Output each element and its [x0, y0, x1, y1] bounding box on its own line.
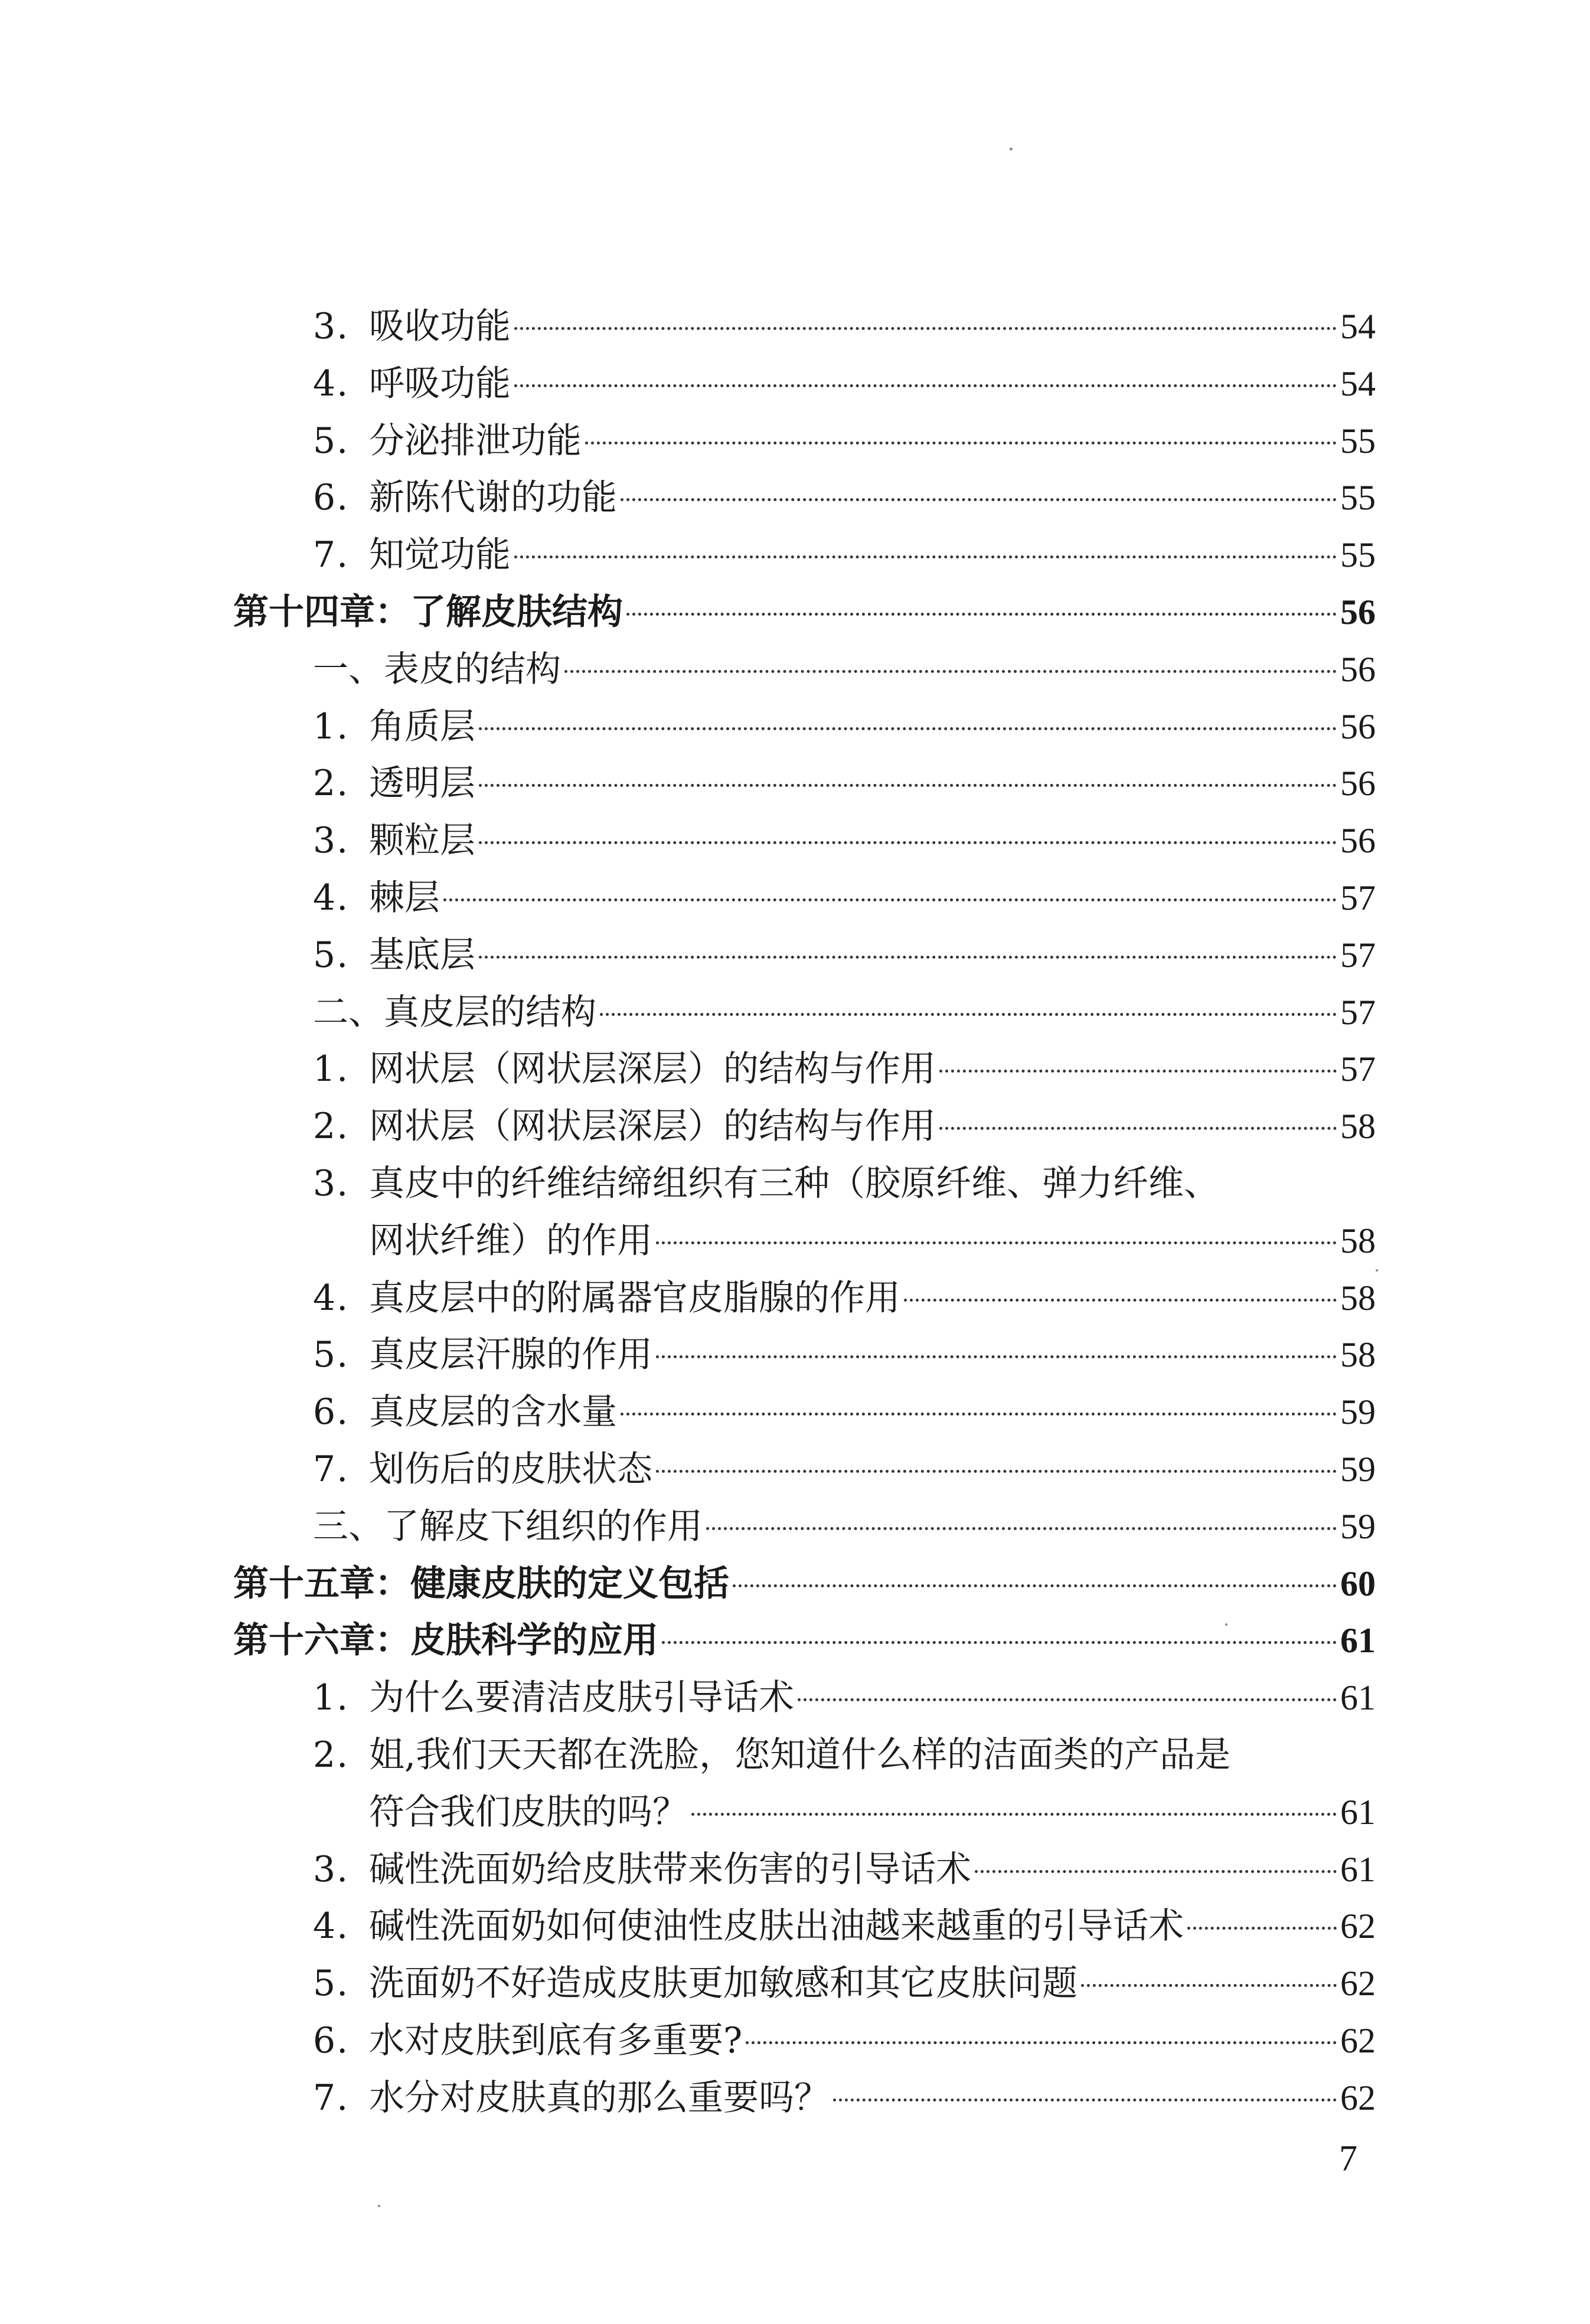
dot-leader: [479, 956, 1337, 959]
toc-entry-page: 55: [1340, 478, 1376, 518]
dot-leader: [443, 898, 1337, 901]
toc-entry[interactable]: [224, 1555, 1376, 1613]
dot-leader: [733, 1584, 1337, 1587]
toc-entry-title: 透明层: [369, 763, 475, 805]
toc-entry[interactable]: [224, 927, 1376, 984]
toc-entry[interactable]: [224, 755, 1376, 812]
toc-entry-title: 洗面奶不好造成皮肤更加敏感和其它皮肤问题: [369, 1963, 1078, 2005]
toc-entry[interactable]: [224, 1384, 1376, 1441]
toc-entry-title: 知觉功能: [369, 534, 511, 576]
toc-entry-page: 57: [1340, 992, 1376, 1032]
toc-entry-page: 61: [1340, 1621, 1376, 1661]
scan-speck: [1376, 1269, 1378, 1272]
dot-leader: [691, 1813, 1337, 1816]
toc-entry-title: 划伤后的皮肤状态: [369, 1448, 652, 1490]
toc-entry-title: 基底层: [369, 934, 475, 976]
toc-entry[interactable]: [224, 1326, 1376, 1384]
toc-entry-title: 水分对皮肤真的那么重要吗？: [369, 2077, 830, 2119]
toc-entry-number: 4.: [313, 877, 350, 919]
toc-entry-number: 1.: [313, 705, 350, 747]
toc-entry[interactable]: [224, 1041, 1376, 1098]
toc-entry[interactable]: [224, 1498, 1376, 1555]
toc-entry-number: 2.: [313, 1734, 350, 1776]
toc-entry-title: 颗粒层: [369, 820, 475, 862]
toc-entry-page: 55: [1340, 421, 1376, 460]
dot-leader: [514, 384, 1337, 387]
toc-entry-page: 57: [1340, 935, 1376, 975]
toc-entry-title: 一、表皮的结构: [313, 648, 561, 690]
dot-leader: [662, 1641, 1337, 1644]
toc-entry[interactable]: [224, 1612, 1376, 1669]
toc-entry-page: 62: [1340, 1907, 1376, 1946]
toc-entry[interactable]: [224, 469, 1376, 527]
toc-entry[interactable]: [224, 1955, 1376, 2012]
dot-leader: [514, 327, 1337, 330]
toc-entry-title: 二、真皮层的结构: [313, 991, 596, 1033]
page-number: 7: [1339, 2139, 1357, 2179]
toc-entry-page: 62: [1340, 2021, 1376, 2060]
toc-entry[interactable]: [224, 2070, 1376, 2127]
toc-entry-title: 吸收功能: [369, 306, 511, 347]
dot-leader: [939, 1127, 1337, 1130]
toc-entry[interactable]: [224, 298, 1376, 355]
toc-entry-title: 真皮中的纤维结缔组织有三种（胶原纤维、弹力纤维、: [369, 1162, 1219, 1204]
table-of-contents: [224, 298, 1376, 2127]
toc-entry-number: 3.: [313, 1162, 350, 1204]
dot-leader: [479, 841, 1337, 844]
toc-entry-title: 姐,我们天天都在洗脸，您知道什么样的洁面类的产品是: [369, 1734, 1231, 1776]
dot-leader: [479, 727, 1337, 730]
dot-leader: [514, 555, 1337, 558]
toc-entry-title: 分泌排泄功能: [369, 420, 582, 462]
toc-entry-number: 4.: [313, 1277, 350, 1319]
toc-entry-title: 第十五章：健康皮肤的定义包括: [233, 1563, 729, 1604]
dot-leader: [706, 1527, 1337, 1530]
toc-entry[interactable]: [224, 641, 1376, 698]
dot-leader: [621, 498, 1337, 501]
toc-entry-page: 56: [1340, 592, 1376, 632]
toc-entry-page: 62: [1340, 1964, 1376, 2003]
toc-entry-page: 57: [1340, 878, 1376, 917]
dot-leader: [975, 1870, 1337, 1873]
toc-entry-page: 59: [1340, 1506, 1376, 1546]
toc-entry-title: 真皮层的含水量: [369, 1391, 617, 1433]
dot-leader: [1187, 1927, 1337, 1930]
toc-entry[interactable]: [224, 1669, 1376, 1727]
toc-entry-page: 58: [1340, 1107, 1376, 1146]
toc-entry-page: 56: [1340, 821, 1376, 861]
toc-entry-number: 5.: [313, 420, 350, 462]
toc-entry-number: 2.: [313, 763, 350, 805]
toc-entry-number: 1.: [313, 1048, 350, 1090]
toc-entry-title: 第十四章：了解皮肤结构: [233, 591, 623, 633]
toc-entry-title: 水对皮肤到底有多重要?: [369, 2019, 743, 2061]
toc-entry[interactable]: [224, 1841, 1376, 1898]
toc-entry-page: 60: [1340, 1564, 1376, 1603]
toc-entry-title: 碱性洗面奶如何使油性皮肤出油越来越重的引导话术: [369, 1905, 1184, 1947]
toc-entry-page: 54: [1340, 364, 1376, 403]
toc-entry[interactable]: [224, 870, 1376, 927]
toc-entry-title: 棘层: [369, 877, 440, 919]
dot-leader: [626, 613, 1337, 616]
toc-entry[interactable]: [224, 1098, 1376, 1155]
toc-entry-page: 61: [1340, 1792, 1376, 1832]
toc-entry[interactable]: [224, 1212, 1376, 1270]
toc-entry-number: 3.: [313, 820, 350, 862]
toc-entry-title: 网状层（网状层深层）的结构与作用: [369, 1106, 936, 1148]
toc-entry-page: 61: [1340, 1678, 1376, 1718]
dot-leader: [746, 2041, 1337, 2044]
toc-entry-title: 角质层: [369, 705, 475, 747]
toc-entry[interactable]: [224, 698, 1376, 756]
toc-entry-number: 6.: [313, 2019, 350, 2061]
toc-entry-number: 6.: [313, 477, 350, 519]
toc-entry[interactable]: [224, 355, 1376, 413]
toc-entry-page: 61: [1340, 1849, 1376, 1889]
toc-entry[interactable]: [224, 1441, 1376, 1498]
scan-speck: [378, 2205, 380, 2207]
toc-entry[interactable]: [224, 584, 1376, 641]
toc-entry-page: 58: [1340, 1278, 1376, 1318]
dot-leader: [564, 670, 1337, 673]
toc-entry-title: 三、了解皮下组织的作用: [313, 1505, 703, 1547]
toc-entry-number: 7.: [313, 1448, 350, 1490]
toc-entry-page: 54: [1340, 307, 1376, 346]
scan-speck: [1225, 1623, 1227, 1626]
toc-entry-page: 59: [1340, 1393, 1376, 1432]
toc-entry-number: 3.: [313, 306, 350, 347]
toc-entry-number: 6.: [313, 1391, 350, 1433]
toc-entry[interactable]: [224, 1898, 1376, 1955]
toc-entry[interactable]: [224, 1727, 1376, 1784]
dot-leader: [1081, 1984, 1337, 1987]
toc-entry-title: 真皮层汗腺的作用: [369, 1334, 652, 1376]
toc-entry-title: 网状层（网状层深层）的结构与作用: [369, 1048, 936, 1090]
toc-entry-page: 57: [1340, 1050, 1376, 1089]
toc-entry[interactable]: [224, 1270, 1376, 1327]
toc-entry-number: 7.: [313, 534, 350, 576]
dot-leader: [798, 1698, 1337, 1701]
toc-entry-number: 1.: [313, 1677, 350, 1719]
toc-entry[interactable]: [224, 812, 1376, 870]
toc-entry-title: 网状纤维）的作用: [369, 1220, 652, 1261]
toc-entry-number: 4.: [313, 1905, 350, 1947]
toc-entry-page: 59: [1340, 1449, 1376, 1489]
toc-entry-number: 5.: [313, 1963, 350, 2005]
toc-entry-page: 56: [1340, 707, 1376, 746]
toc-entry[interactable]: [224, 2012, 1376, 2070]
toc-entry-page: 56: [1340, 649, 1376, 689]
toc-entry-title: 第十六章：皮肤科学的应用: [233, 1620, 658, 1662]
toc-entry-number: 2.: [313, 1106, 350, 1148]
dot-leader: [939, 1070, 1337, 1073]
toc-entry-page: 55: [1340, 535, 1376, 575]
toc-entry-page: 56: [1340, 764, 1376, 803]
dot-leader: [656, 1470, 1337, 1473]
toc-entry-number: 5.: [313, 934, 350, 976]
toc-entry[interactable]: [224, 984, 1376, 1041]
dot-leader: [904, 1299, 1337, 1302]
toc-entry-number: 4.: [313, 362, 350, 404]
toc-entry-page: 62: [1340, 2078, 1376, 2117]
dot-leader: [833, 2099, 1337, 2101]
toc-entry[interactable]: [224, 1155, 1376, 1212]
toc-entry[interactable]: [224, 527, 1376, 584]
toc-entry-number: 5.: [313, 1334, 350, 1376]
toc-entry-number: 3.: [313, 1848, 350, 1890]
toc-entry-page: 58: [1340, 1221, 1376, 1260]
toc-entry-title: 新陈代谢的功能: [369, 477, 617, 519]
toc-entry-page: 58: [1340, 1335, 1376, 1375]
toc-entry-title: 为什么要清洁皮肤引导话术: [369, 1677, 794, 1719]
dot-leader: [479, 784, 1337, 787]
toc-entry-title: 碱性洗面奶给皮肤带来伤害的引导话术: [369, 1848, 971, 1890]
toc-entry[interactable]: [224, 413, 1376, 470]
dot-leader: [656, 1355, 1337, 1358]
toc-entry-title: 真皮层中的附属器官皮脂腺的作用: [369, 1277, 900, 1319]
scan-speck: [1010, 148, 1013, 151]
dot-leader: [621, 1413, 1337, 1416]
dot-leader: [600, 1013, 1337, 1016]
dot-leader: [656, 1241, 1337, 1244]
toc-entry-title: 符合我们皮肤的吗？: [369, 1791, 688, 1833]
toc-entry-title: 呼吸功能: [369, 362, 511, 404]
toc-entry-number: 7.: [313, 2077, 350, 2119]
toc-entry[interactable]: [224, 1784, 1376, 1841]
dot-leader: [585, 442, 1337, 444]
